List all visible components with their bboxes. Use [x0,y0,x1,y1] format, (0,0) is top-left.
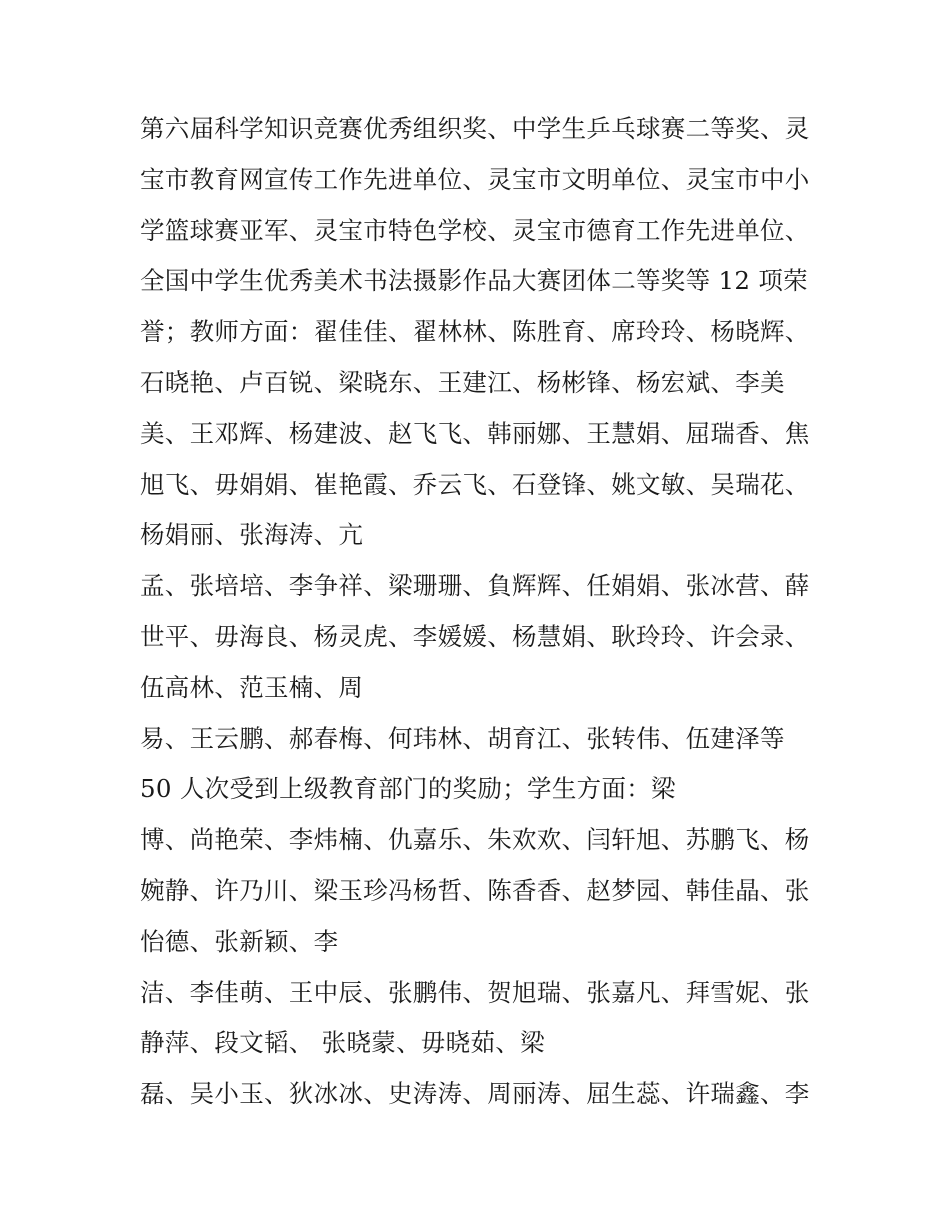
text-line: 旭飞、毋娟娟、崔艳霞、乔云飞、石登锋、姚文敏、吴瑞花、 [140,469,810,499]
text-line: 学篮球赛亚军、灵宝市特色学校、灵宝市德育工作先进单位、 [140,215,810,245]
text-line: 洁、李佳萌、王中辰、张鹏伟、贺旭瑞、张嘉凡、拜雪妮、张 [140,977,810,1007]
text-line: 伍高林、范玉楠、周 [140,672,364,702]
text-line: 孟、张培培、李争祥、梁珊珊、負辉辉、任娟娟、张冰营、薛 [140,571,810,601]
text-line: 宝市教育网宣传工作先进单位、灵宝市文明单位、灵宝市中小 [140,164,810,194]
text-line: 50 人次受到上级教育部门的奖励；学生方面：梁 [140,774,676,804]
text-line: 磊、吴小玉、狄冰冰、史涛涛、周丽涛、屈生蕊、许瑞鑫、李 [140,1079,810,1109]
text-line: 易、王云鹏、郝春梅、何玮林、胡育江、张转伟、伍建泽等 [140,723,785,753]
text-line: 博、尚艳荣、李炜楠、仇嘉乐、朱欢欢、闫轩旭、苏鹏飞、杨 [140,825,810,855]
text-line: 杨娟丽、张海涛、亢 [140,520,364,550]
text-line: 全国中学生优秀美术书法摄影作品大赛团体二等奖等 12 项荣 [140,266,808,296]
text-line: 美、王邓辉、杨建波、赵飞飞、韩丽娜、王慧娟、屈瑞香、焦 [140,418,810,448]
text-line: 静萍、段文韬、 张晓蒙、毋晓茹、梁 [140,1028,545,1058]
text-line: 石晓艳、卢百锐、梁晓东、王建江、杨彬锋、杨宏斌、李美 [140,367,785,397]
body-text [140,104,830,1120]
text-line: 第六届科学知识竞赛优秀组织奖、中学生乒乓球赛二等奖、灵 [140,114,810,143]
text-line: 世平、毋海良、杨灵虎、李媛媛、杨慧娟、耿玲玲、许会录、 [140,621,810,651]
text-line: 誉；教师方面：翟佳佳、翟林林、陈胜育、席玲玲、杨晓辉、 [140,317,810,347]
text-line: 怡德、张新颖、李 [140,926,339,956]
text-line: 婉静、许乃川、梁玉珍冯杨哲、陈香香、赵梦园、韩佳晶、张 [140,875,810,905]
